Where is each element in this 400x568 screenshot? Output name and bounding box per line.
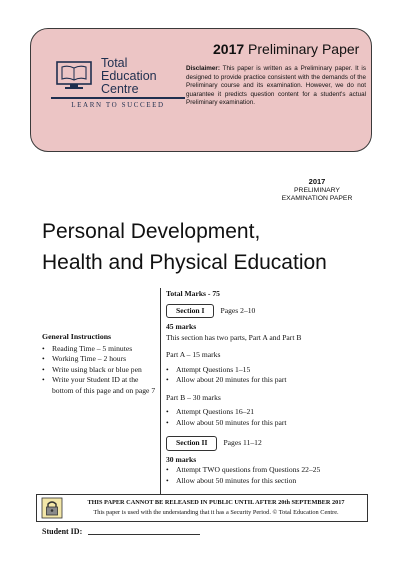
marks-info xyxy=(166,289,376,486)
disclaimer xyxy=(186,65,366,108)
header-box xyxy=(30,28,372,152)
disclaimer-label: Disclaimer: xyxy=(186,65,220,72)
security-footer xyxy=(36,494,368,522)
partB-list xyxy=(166,407,376,428)
list-item: • Attempt TWO questions from Questions 22–25 xyxy=(166,465,376,476)
general-instructions-heading: General Instructions xyxy=(42,332,112,341)
section2-header xyxy=(166,436,376,451)
exam-label-year: 2017 xyxy=(308,177,326,186)
logo-name-line2: Education xyxy=(101,69,157,83)
paper-title-year: 2017 xyxy=(213,41,245,57)
logo-name-line1: Total xyxy=(101,56,128,70)
list-item: • Allow about 20 minutes for this part xyxy=(166,375,376,386)
subject-line2: Health and Physical Education xyxy=(42,251,327,274)
logo-rule xyxy=(51,97,185,99)
list-item: • Attempt Questions 1–15 xyxy=(166,365,376,376)
exam-label-line1: PRELIMINARY xyxy=(294,186,340,194)
logo-name-line3: Centre xyxy=(101,82,139,96)
logo-tagline: LEARN TO SUCCEED xyxy=(71,101,165,109)
general-instructions-list xyxy=(42,344,160,397)
list-item: • Allow about 50 minutes for this section xyxy=(166,476,376,487)
paper-title xyxy=(213,41,373,57)
list-item: • Write using black or blue pen xyxy=(42,365,160,376)
partB-title: Part B – 30 marks xyxy=(166,392,221,402)
subject-title xyxy=(42,216,382,278)
footer-security-note: This paper is used with the understanding that it has a Security Period. © Total Education Centre. xyxy=(93,509,339,516)
logo xyxy=(45,55,193,135)
logo-name xyxy=(101,57,191,96)
column-divider xyxy=(160,288,161,494)
list-item: • Reading Time – 5 minutes xyxy=(42,344,160,355)
padlock-icon xyxy=(41,497,63,519)
student-id xyxy=(42,527,242,536)
student-id-label: Student ID: xyxy=(42,527,83,536)
paper-title-text: Preliminary Paper xyxy=(248,41,360,57)
exam-label xyxy=(267,178,367,204)
section1-header xyxy=(166,304,376,319)
monitor-book-icon xyxy=(55,61,93,91)
section2-list xyxy=(166,465,376,486)
student-id-field[interactable] xyxy=(88,534,200,535)
list-item: • Write your Student ID at the bottom of this page and on page 7 xyxy=(42,375,160,396)
subject-line1: Personal Development, xyxy=(42,220,261,243)
section1-pages: Pages 2–10 xyxy=(220,305,256,315)
section2-marks: 30 marks xyxy=(166,454,197,464)
section1-marks: 45 marks xyxy=(166,322,197,331)
section1-desc: This section has two parts, Part A and Part B xyxy=(166,332,302,342)
section1-label: Section I xyxy=(166,304,214,319)
footer-release-notice: THIS PAPER CANNOT BE RELEASED IN PUBLIC UNTIL AFTER 20th SEPTEMBER 2017 xyxy=(87,499,345,506)
section2-pages: Pages 11–12 xyxy=(223,438,262,447)
partA-title: Part A – 15 marks xyxy=(166,350,221,359)
general-instructions xyxy=(42,332,160,396)
total-marks: Total Marks - 75 xyxy=(166,289,220,298)
list-item: • Working Time – 2 hours xyxy=(42,354,160,365)
list-item: • Allow about 50 minutes for this part xyxy=(166,418,376,429)
disclaimer-text: This paper is written as a Preliminary paper. It is designed to provide practice consistent with the demands of the Preliminary course and its examination. However, we do not guarantee it predicts question content for a student's actual Preliminary examination. xyxy=(186,65,366,107)
exam-label-line2: EXAMINATION PAPER xyxy=(281,195,353,202)
section2-label: Section II xyxy=(166,436,217,451)
list-item: • Attempt Questions 16–21 xyxy=(166,407,376,418)
partA-list xyxy=(166,365,376,386)
